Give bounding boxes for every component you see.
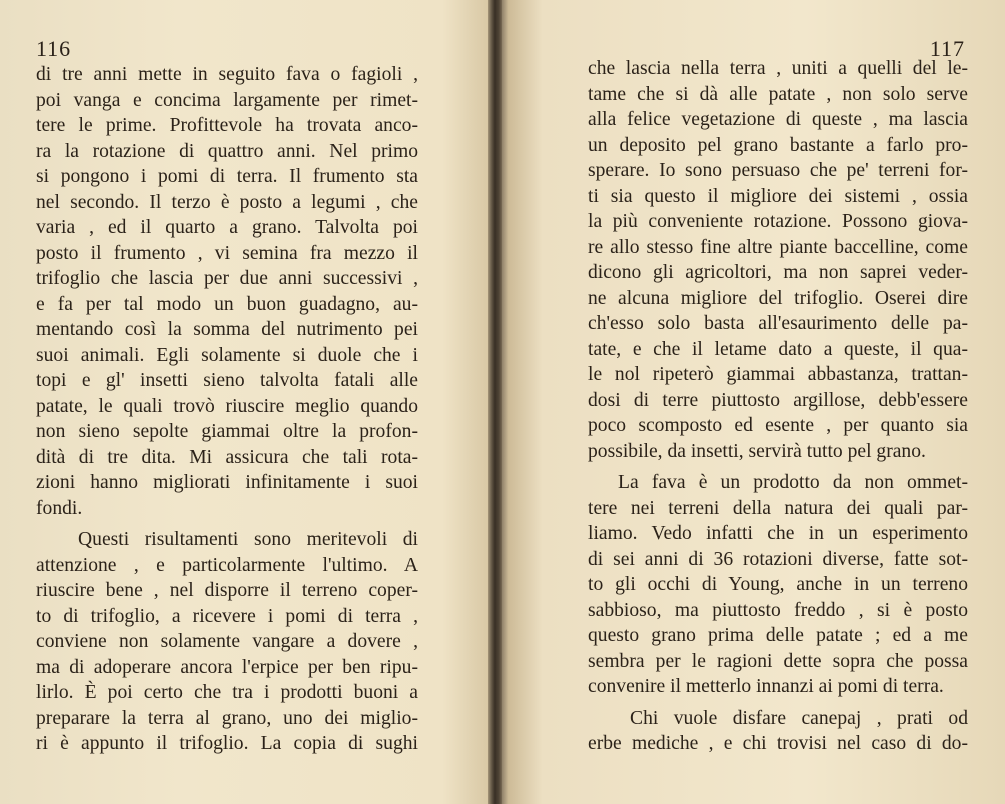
text-line: trifoglio che lascia per due anni successivi , bbox=[36, 268, 418, 289]
text-line: dicono gli agricoltori, ma non saprei veder- bbox=[588, 262, 968, 283]
right-page bbox=[502, 0, 1005, 804]
text-line: lirlo. È poi certo che tra i prodotti buoni a bbox=[36, 682, 418, 703]
text-line: patate, le quali trovò riuscire meglio quando bbox=[36, 395, 418, 417]
text-line: conviene non solamente vangare a dovere , bbox=[36, 631, 418, 652]
page-number: 116 bbox=[36, 36, 72, 61]
text-line: ch'esso solo basta all'esaurimento delle pa- bbox=[588, 313, 968, 334]
text-line: dità di tre dita. Mi assicura che tali rota- bbox=[36, 446, 418, 468]
text-line: tere le prime. Profittevole ha trovata anco- bbox=[36, 115, 418, 136]
text-line: preparare la terra al grano, uno dei miglio- bbox=[36, 707, 418, 729]
text-line: le nol ripeterò giammai abbastanza, trattan- bbox=[588, 364, 968, 385]
text-line: fondi. bbox=[36, 497, 83, 519]
text-line: mentando così la somma del nutrimento pei bbox=[36, 319, 418, 340]
text-line: ri è appunto il trifoglio. La copia di sughi bbox=[36, 733, 418, 754]
text-line: alla felice vegetazione di queste , ma lascia bbox=[588, 109, 968, 130]
text-line: sembra per le ragioni dette sopra che possa bbox=[588, 650, 968, 672]
page-text bbox=[36, 62, 418, 757]
text-line: dosi di terre piuttosto argillose, debb'essere bbox=[588, 389, 968, 411]
text-line: non sieno sepolte giammai oltre la profon- bbox=[36, 421, 418, 442]
text-line: si pongono i pomi di terra. Il frumento sta bbox=[36, 166, 418, 187]
page-number: 117 bbox=[929, 36, 965, 61]
text-line: questo grano prima delle patate ; ed a me bbox=[588, 625, 968, 646]
text-line: erbe mediche , e chi trovisi nel caso di do- bbox=[588, 733, 968, 754]
text-line: di tre anni mette in seguito fava o fagioli , bbox=[36, 64, 418, 85]
text-line: sabbioso, ma piuttosto freddo , si è posto bbox=[588, 599, 968, 621]
text-line: che lascia nella terra , uniti a quelli del le- bbox=[588, 58, 968, 79]
text-line: to di trifoglio, a ricevere i pomi di terra , bbox=[36, 605, 418, 627]
text-line: poco scomposto ed esente , per quanto sia bbox=[588, 415, 968, 436]
text-line: convenire il metterlo innanzi ai pomi di terra. bbox=[588, 676, 944, 697]
text-line: ne alcuna migliore del trifoglio. Oserei dire bbox=[588, 287, 968, 309]
text-line: ti sia questo il migliore dei sistemi , ossia bbox=[588, 185, 968, 207]
text-line: to gli occhi di Young, anche in un terreno bbox=[588, 574, 968, 595]
text-line: riuscire bene , nel disporre il terreno coper- bbox=[36, 580, 418, 601]
text-line: possibile, da insetti, servirà tutto pel grano. bbox=[588, 440, 926, 462]
text-line: ma di adoperare ancora l'erpice per ben ripu- bbox=[36, 656, 418, 678]
text-line: tate, e che il letame dato a queste, il qua- bbox=[588, 338, 968, 360]
page-text bbox=[588, 56, 968, 757]
book-spine bbox=[488, 0, 502, 804]
text-line: poi vanga e concima largamente per rimet- bbox=[36, 89, 418, 111]
text-line: di sei anni di 36 rotazioni diverse, fatte sot- bbox=[588, 548, 968, 570]
text-line: ra la rotazione di quattro anni. Nel primo bbox=[36, 140, 418, 162]
text-line: Questi risultamenti sono meritevoli di bbox=[78, 529, 418, 550]
text-line: tame che si dà alle patate , non solo serve bbox=[588, 83, 968, 105]
text-line: posto il frumento , vi semina fra mezzo il bbox=[36, 242, 418, 264]
text-line: re allo stesso fine altre piante baccelline, come bbox=[588, 236, 968, 258]
text-line: la più conveniente rotazione. Possono giova- bbox=[588, 211, 968, 232]
text-line: nel secondo. Il terzo è posto a legumi , che bbox=[36, 191, 418, 213]
text-line: suoi animali. Egli solamente si duole che i bbox=[36, 344, 418, 366]
text-line: zioni hanno migliorati infinitamente i suoi bbox=[36, 472, 418, 493]
text-line: topi e gl' insetti sieno talvolta fatali alle bbox=[36, 370, 418, 391]
text-line: tere nei terreni della natura dei quali par- bbox=[588, 497, 968, 519]
text-line: sperare. Io sono persuaso che pe' terreni for- bbox=[588, 160, 968, 181]
text-line: attenzione , e particolarmente l'ultimo. A bbox=[36, 554, 418, 576]
text-line: liamo. Vedo infatti che in un esperimento bbox=[588, 523, 968, 544]
text-line: Chi vuole disfare canepaj , prati od bbox=[630, 707, 968, 729]
text-line: un deposito pel grano bastante a farlo pro- bbox=[588, 134, 968, 156]
text-line: varia , ed il quarto a grano. Talvolta poi bbox=[36, 217, 418, 238]
text-line: e fa per tal modo un buon guadagno, au- bbox=[36, 293, 418, 315]
text-line: La fava è un prodotto da non ommet- bbox=[618, 472, 968, 493]
left-page bbox=[0, 0, 490, 804]
